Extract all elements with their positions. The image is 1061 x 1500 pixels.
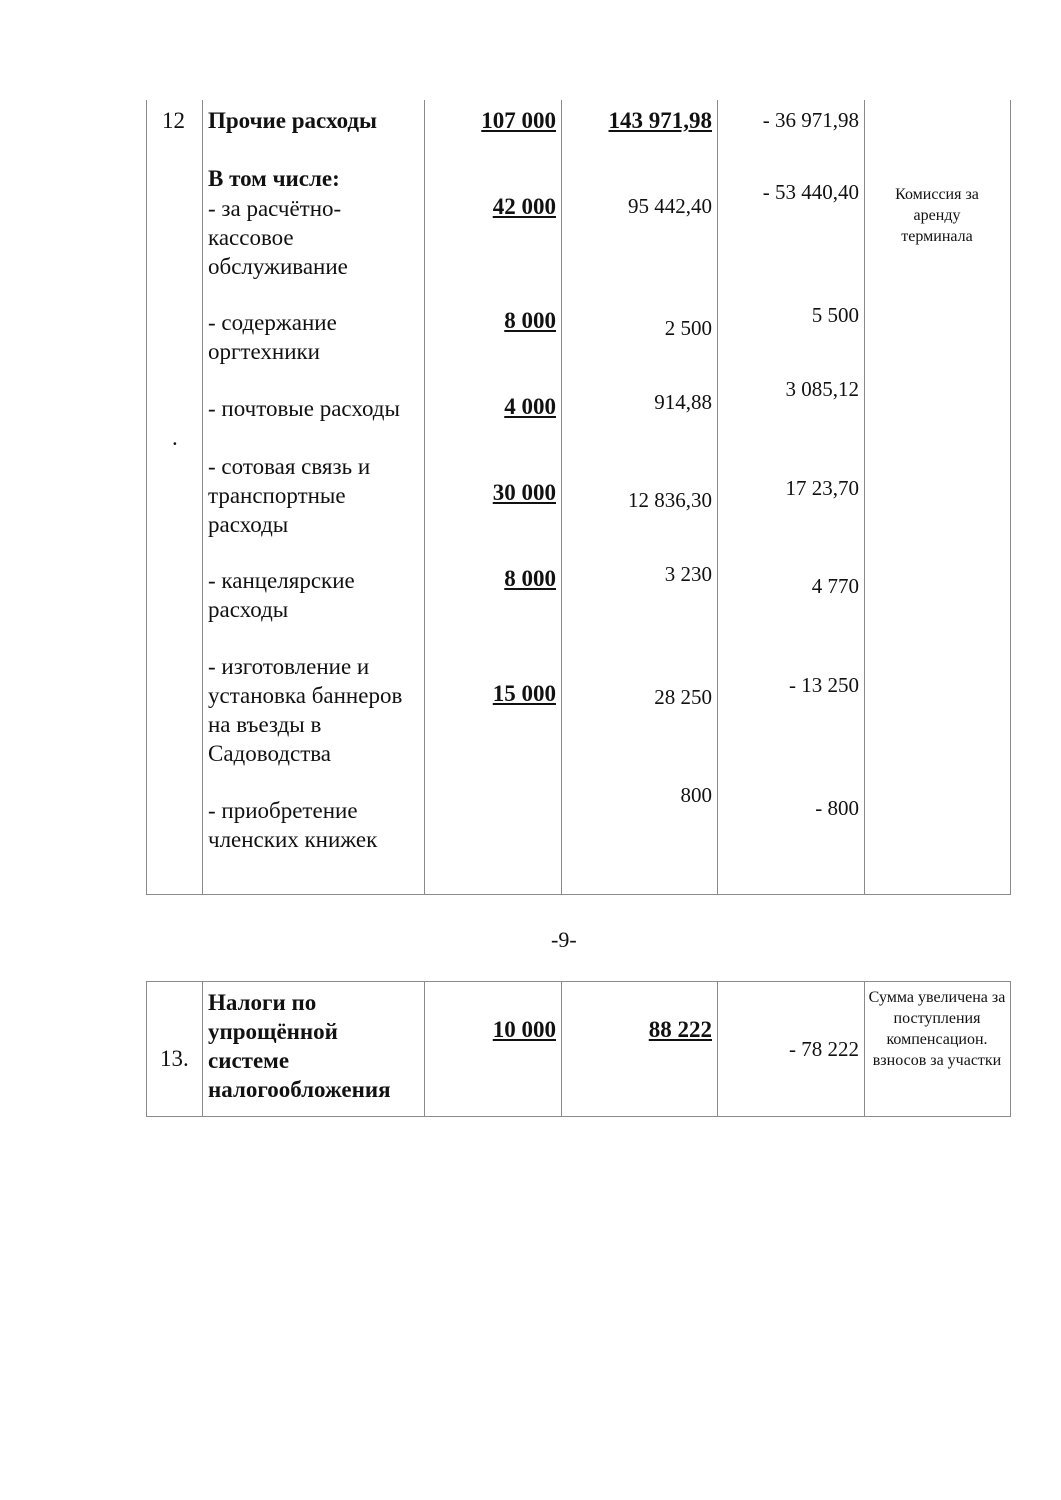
row-number: 13. <box>160 1046 189 1071</box>
row-title: Прочие расходы <box>208 108 378 133</box>
plan-total: 10 000 <box>492 1017 556 1042</box>
item-diff: 4 770 <box>811 574 859 598</box>
actual-total: 143 971,98 <box>608 108 712 133</box>
row-title: Налоги по упрощённой системе налогообложения <box>208 990 391 1102</box>
diff-total: - 36 971,98 <box>762 108 859 132</box>
item-actual: 800 <box>680 783 712 807</box>
item-actual: 2 500 <box>664 316 712 340</box>
item-diff: - 13 250 <box>789 673 859 697</box>
item-label: - почтовые расходы <box>208 396 400 421</box>
row-number: 12 <box>162 108 185 133</box>
including-label: В том числе: <box>208 166 340 191</box>
item-note: Комиссия за аренду терминала <box>895 186 979 245</box>
item-label: - изготовление и установка баннеров на въезды в Садоводства <box>208 654 403 766</box>
item-diff: 3 085,12 <box>785 377 859 401</box>
item-label: - содержание оргтехники <box>208 310 337 364</box>
item-plan: 30 000 <box>492 480 556 505</box>
item-label: - приобретение членских книжек <box>208 798 378 852</box>
item-diff: 17 23,70 <box>785 476 859 500</box>
plan-total: 107 000 <box>481 108 556 133</box>
item-label: - сотовая связь и транспортные расходы <box>208 454 371 537</box>
page-number: -9- <box>551 927 577 952</box>
item-diff: - 800 <box>815 796 859 820</box>
item-actual: 95 442,40 <box>628 194 712 218</box>
item-actual: 3 230 <box>664 562 712 586</box>
item-plan: 8 000 <box>504 566 556 591</box>
item-label: - канцелярские расходы <box>208 568 355 622</box>
item-plan: 42 000 <box>492 194 556 219</box>
diff-total: - 78 222 <box>789 1037 859 1061</box>
actual-total: 88 222 <box>648 1017 712 1042</box>
item-actual: 28 250 <box>654 685 712 709</box>
item-diff: - 53 440,40 <box>762 180 859 204</box>
item-actual: 914,88 <box>654 390 712 414</box>
item-plan: 8 000 <box>504 308 556 333</box>
item-diff: 5 500 <box>811 303 859 327</box>
item-label: - за расчётно-кассовое обслуживание <box>208 196 348 279</box>
item-plan: 15 000 <box>492 681 556 706</box>
row-note: Сумма увеличена за поступления компенсацион. взносов за участки <box>868 989 1006 1069</box>
row-number-dot: . <box>172 425 178 450</box>
item-actual: 12 836,30 <box>628 488 712 512</box>
item-plan: 4 000 <box>504 394 556 419</box>
